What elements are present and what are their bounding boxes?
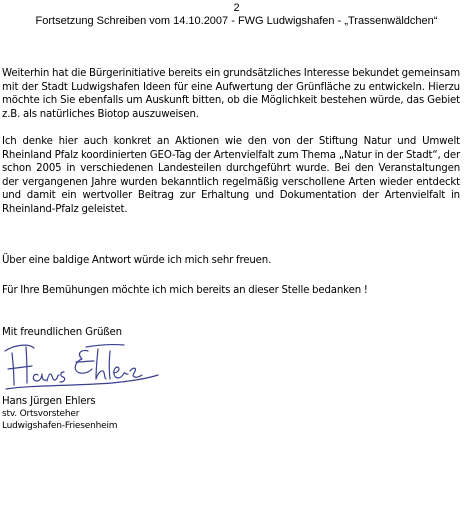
body-paragraph-2: Ich denke hier auch konkret an Aktionen wie den von der Stiftung Natur und Umwelt Rheinland Pfalz koordinierten GEO-Tag der Artenvielfalt zum Thema „Natur in der Stadt“, der schon 2005 in verschiedenen Landesteilen durchgeführt wurde. Bei den Veranstaltungen der vergangenen Jahre wurden bekanntlich regelmäßig verschollene Arten wieder entdeckt und damit ein wertvoller Beitrag zur Erhaltung und Dokumentation der Artenvielfalt in Rheinland-Pfalz geleistet. — [2, 136, 460, 215]
body-paragraph-3: Über eine baldige Antwort würde ich mich sehr freuen. — [2, 255, 272, 266]
handwritten-signature — [2, 339, 160, 395]
signature-block — [2, 396, 117, 432]
continuation-header: Fortsetzung Schreiben vom 14.10.2007 - FWG Ludwigshafen - „Trassenwäldchen“ — [35, 15, 438, 27]
body-paragraph-1: Weiterhin hat die Bürgerinitiative bereits ein grundsätzliches Interesse bekundet gemeinsam mit der Stadt Ludwigshafen Ideen für eine Aufwertung der Grünfläche zu entwickeln. Hierzu möchte ich Sie ebenfalls um Auskunft bitten, ob die Möglichkeit bestehen würde, das Gebiet z.B. als natürliches Biotop auszuweisen. — [2, 68, 460, 120]
signer-place: Ludwigshafen-Friesenheim — [2, 421, 118, 431]
body-paragraph-4: Für Ihre Bemühungen möchte ich mich bereits an dieser Stelle bedanken ! — [2, 285, 368, 296]
signer-name: Hans Jürgen Ehlers — [2, 396, 96, 407]
closing-greeting: Mit freundlichen Grüßen — [2, 327, 122, 338]
signer-role: stv. Ortsvorsteher — [2, 409, 80, 419]
page-number: 2 — [233, 2, 240, 14]
